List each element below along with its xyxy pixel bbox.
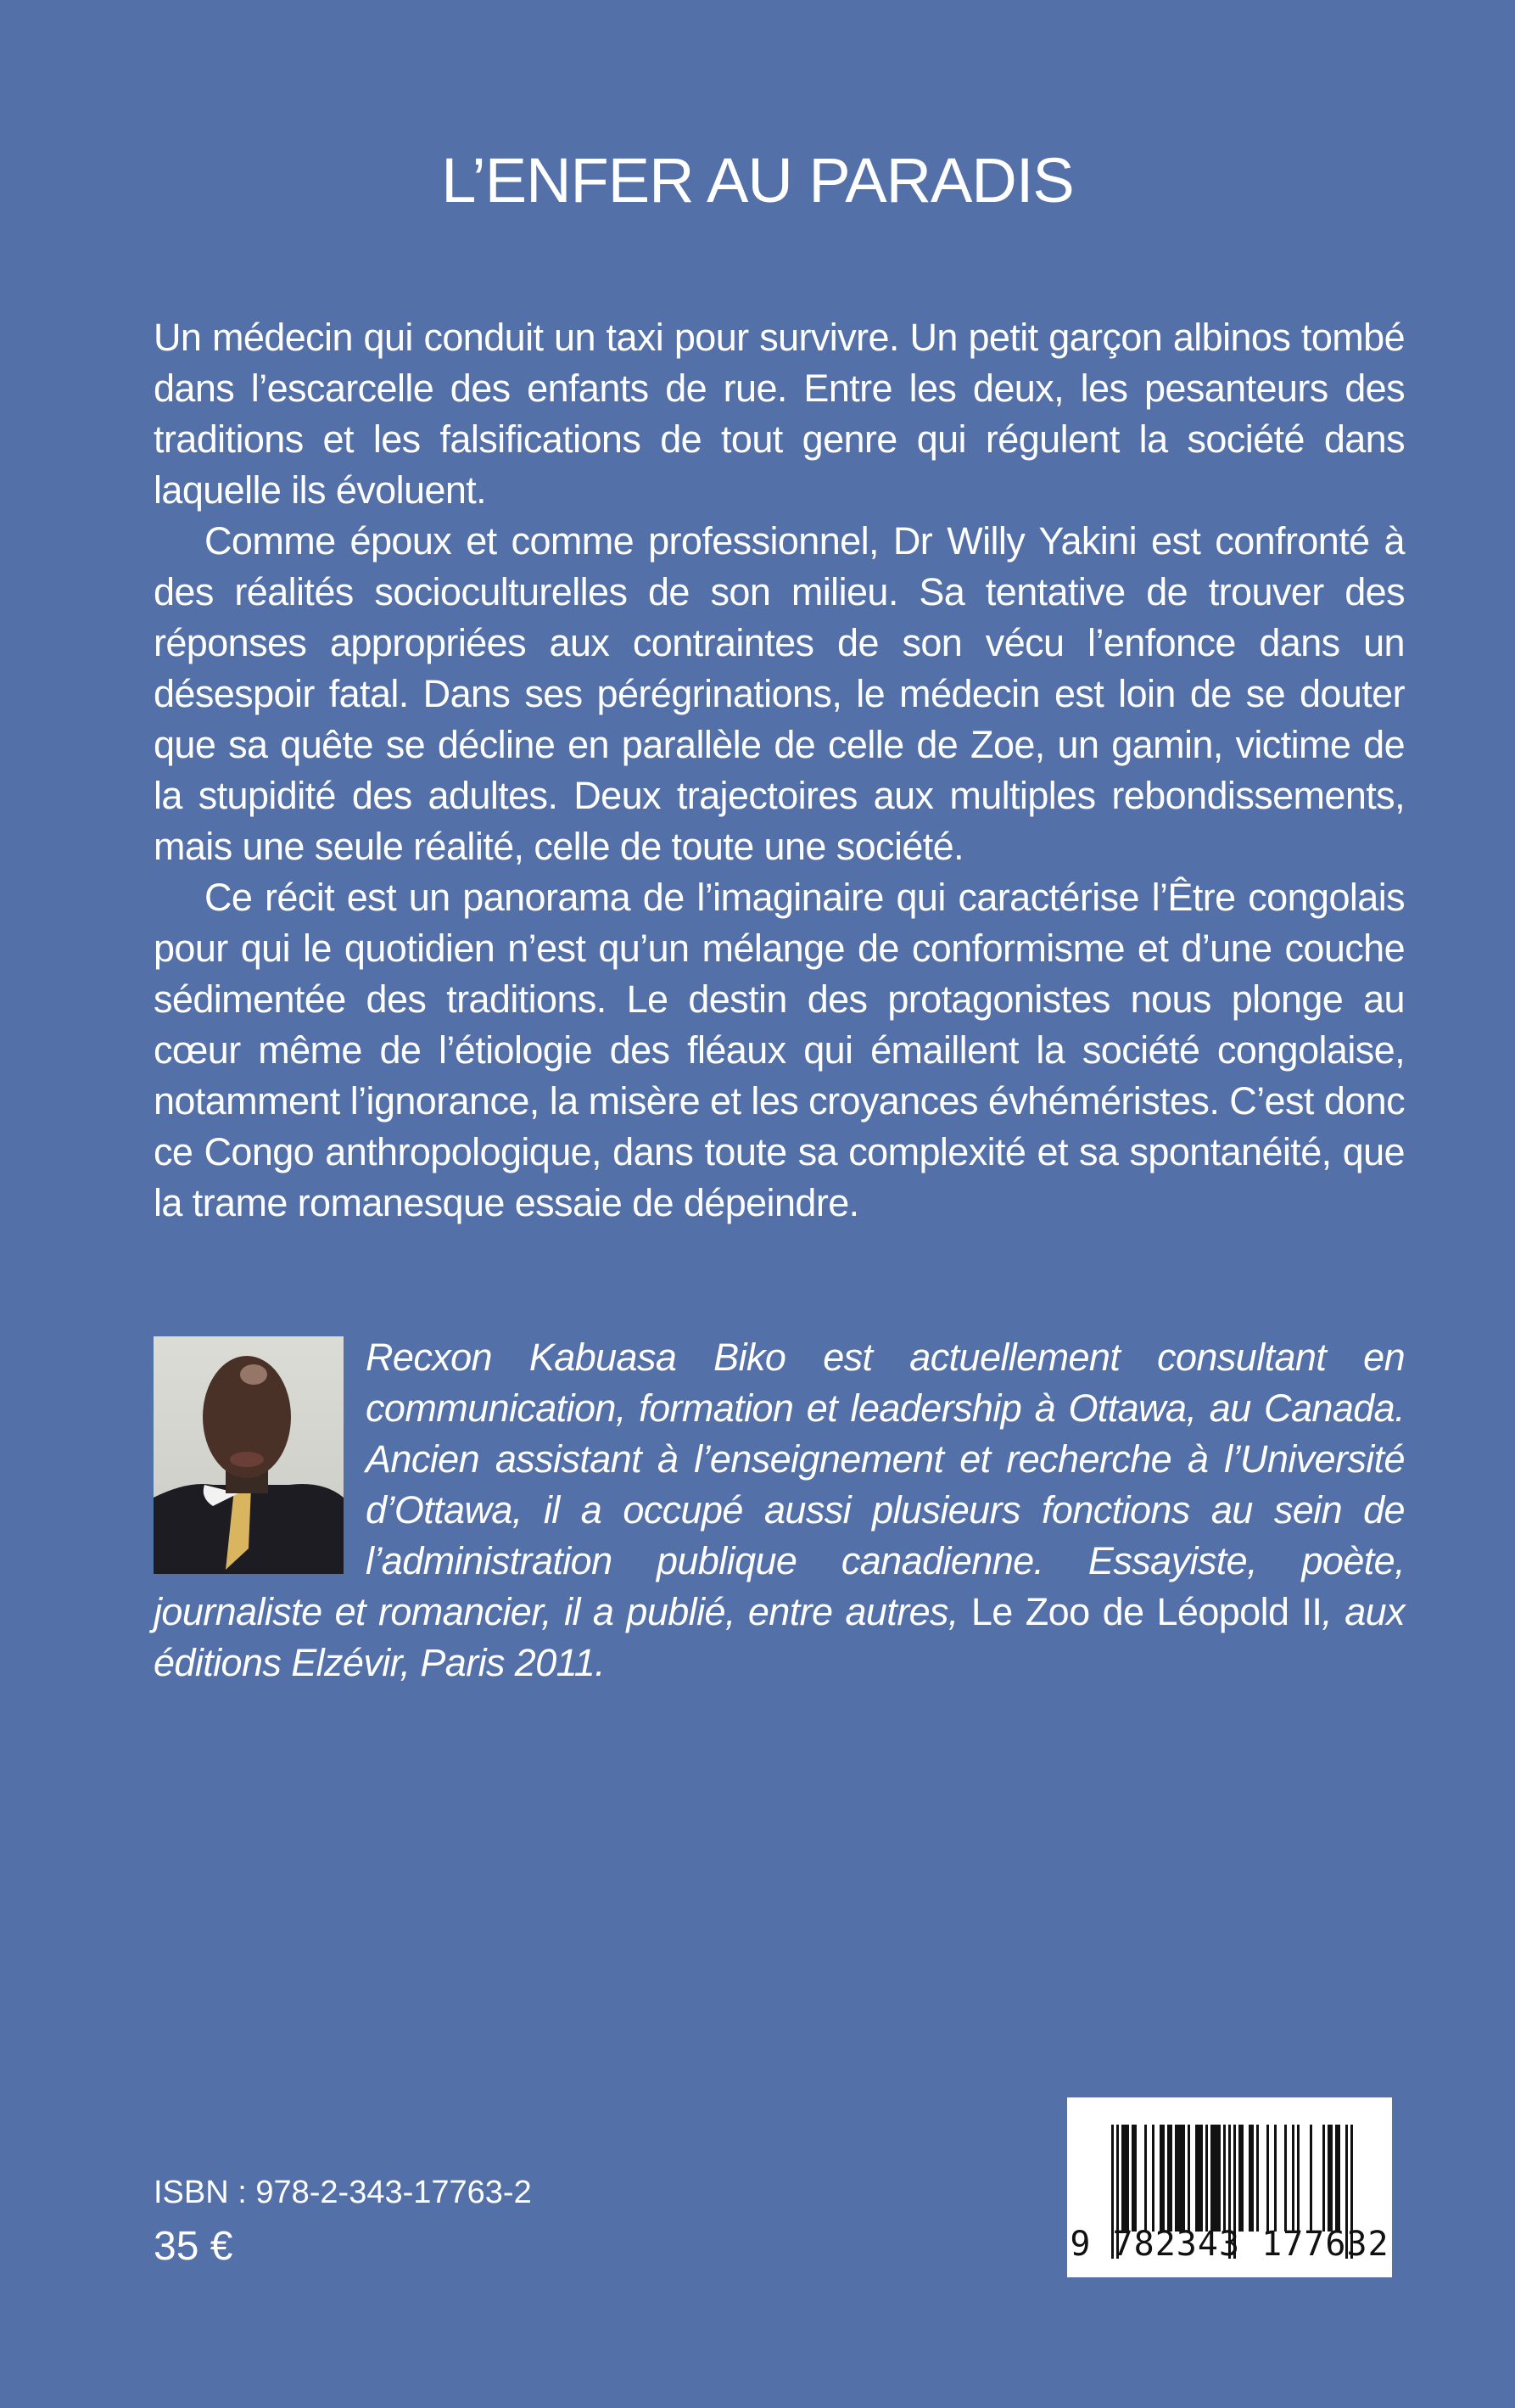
barcode-bar <box>1284 2125 1287 2232</box>
barcode-bar <box>1266 2125 1269 2232</box>
barcode-bar <box>1167 2125 1170 2232</box>
barcode-bar <box>1322 2125 1325 2232</box>
barcode-bar <box>1249 2125 1251 2232</box>
barcode-bar <box>1175 2125 1177 2232</box>
barcode-bar <box>1330 2125 1333 2232</box>
barcode-bar <box>1180 2125 1182 2232</box>
price: 35 € <box>154 2224 233 2269</box>
barcode-bar <box>1238 2125 1241 2232</box>
barcode-bar <box>1134 2125 1137 2232</box>
barcode-bar <box>1160 2125 1162 2232</box>
barcode-bar <box>1170 2125 1172 2232</box>
barcode-bar <box>1216 2125 1218 2232</box>
barcode-bar <box>1195 2125 1198 2232</box>
author-photo <box>154 1336 344 1574</box>
barcode-bar <box>1182 2125 1185 2232</box>
barcode-bar <box>1177 2125 1180 2232</box>
barcode-digits: 9 782343 177632 <box>1070 2225 1389 2264</box>
bio-book-title: Le Zoo de Léopold II <box>970 1590 1322 1633</box>
barcode-bar <box>1297 2125 1300 2232</box>
barcode-bar <box>1126 2125 1129 2232</box>
barcode-bar <box>1132 2125 1134 2232</box>
barcode-bar <box>1251 2125 1254 2232</box>
barcode-bar <box>1152 2125 1154 2232</box>
barcode-bar <box>1274 2125 1277 2232</box>
barcode-bar <box>1200 2125 1203 2232</box>
barcode-bar <box>1310 2125 1312 2232</box>
summary-paragraph: Ce récit est un panorama de l’imaginaire qui caractérise l’Être congolais pour qui le quotidien n’est qu’un mélange de conformisme et d’une couche sédimentée des traditions. Le destin des protagonistes nous plonge au cœur même de l’étiologie des fléaux qui émaillent la société congolaise, notamment l’ignorance, la misère et les croyances évhéméristes. C’est donc ce Congo anthropologique, dans toute sa complexité et sa spontanéité, que la trame romanesque essaie de dépeindre. <box>154 876 1405 1224</box>
barcode-bar <box>1188 2125 1190 2232</box>
barcode-bar <box>1241 2125 1244 2232</box>
summary-text <box>154 312 1405 1229</box>
summary-paragraph: Comme époux et comme professionnel, Dr Willy Yakini est confronté à des réalités socioculturelles de son milieu. Sa tentative de trouver des réponses appropriées aux contraintes de son vécu l’enfonce dans un désespoir fatal. Dans ses pérégrinations, le médecin est loin de se douter que sa quête se décline en parallèle de celle de Zoe, un gamin, victime de la stupidité des adultes. Deux trajectoires aux multiples rebondissements, mais une seule réalité, celle de toute une société. <box>154 519 1405 868</box>
book-title: L’ENFER AU PARADIS <box>441 145 1074 216</box>
barcode-bar <box>1210 2125 1213 2232</box>
summary-paragraph: Un médecin qui conduit un taxi pour survivre. Un petit garçon albinos tombé dans l’escarcelle des enfants de rue. Entre les deux, les pesanteurs des traditions et les falsifications de tout genre qui régulent la société dans laquelle ils évoluent. <box>154 316 1405 512</box>
barcode-bar <box>1338 2125 1340 2232</box>
barcode-bar <box>1205 2125 1208 2232</box>
barcode-bar <box>1335 2125 1338 2232</box>
barcode-bar <box>1223 2125 1226 2232</box>
barcode-bar <box>1162 2125 1165 2232</box>
barcode-bar <box>1256 2125 1259 2232</box>
bio-text: Recxon Kabuasa Biko est actuellement consultant en communication, formation et leadership à Ottawa, au Canada. Ancien assistant à l’enseignement et recherche à l’Université d’Ottawa, il a occupé aussi plusieurs fonctions au sein de l’administration publique canadienne. Essayiste, poète, journaliste et romancier, il a publié, entre autres, <box>154 1336 1405 1633</box>
barcode-bar <box>1292 2125 1294 2232</box>
barcode-bar <box>1328 2125 1330 2232</box>
barcode-bar <box>1198 2125 1200 2232</box>
bio-text-end: , aux éditions Elzévir, Paris 2011. <box>154 1590 1405 1684</box>
barcode-bar <box>1124 2125 1126 2232</box>
isbn: ISBN : 978-2-343-17763-2 <box>154 2175 532 2210</box>
barcode-bar <box>1218 2125 1221 2232</box>
barcode-bar <box>1121 2125 1124 2232</box>
barcode-bar <box>1144 2125 1147 2232</box>
barcode <box>1067 2097 1392 2277</box>
barcode-bar <box>1213 2125 1216 2232</box>
